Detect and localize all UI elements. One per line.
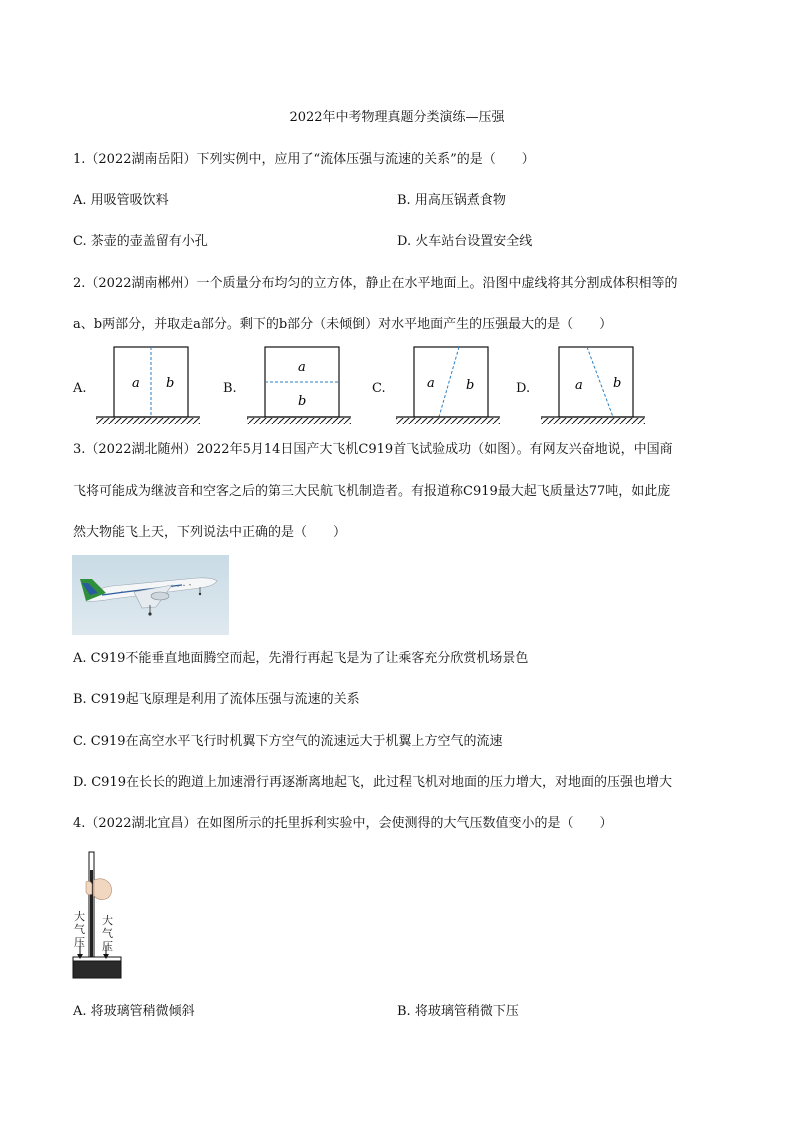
part-a-label: a [427, 376, 435, 391]
page-title: 2022年中考物理真题分类演练—压强 [289, 110, 505, 125]
q3-stem-line1: 3.（2022湖北随州）2022年5月14日国产大飞机C919首飞试验成功（如图）。有网友兴奋地说，中国商 [73, 442, 673, 457]
q1-stem: 1.（2022湖南岳阳）下列实例中，应用了“流体压强与流速的关系”的是（ ） [73, 152, 535, 167]
atmospheric-pressure-label-left: 大气压 [74, 910, 85, 949]
q2-option-c-label: C. [372, 381, 386, 396]
q4-stem: 4.（2022湖北宜昌）在如图所示的托里拆利实验中，会使测得的大气压数值变小的是（ ） [73, 816, 613, 831]
q2-figure-a [92, 345, 202, 427]
q3-option-b: B. C919起飞原理是利用了流体压强与流速的关系 [73, 692, 360, 707]
part-b-label: b [298, 394, 307, 409]
q1-option-d: D. 火车站台设置安全线 [397, 234, 533, 249]
q2-option-b-label: B. [223, 381, 237, 396]
q2-stem-line2: a、b两部分，并取走a部分。剩下的b部分（未倾倒）对水平地面产生的压强最大的是（ ） [73, 317, 613, 332]
part-a-label: a [575, 378, 583, 393]
torricelli-experiment-figure [70, 850, 130, 982]
q2-figure-d [537, 345, 647, 427]
q1-option-a: A. 用吸管吸饮料 [73, 193, 169, 208]
q4-option-a: A. 将玻璃管稍微倾斜 [73, 1004, 195, 1019]
part-b-label: b [613, 376, 622, 391]
atmospheric-pressure-label-right: 大气压 [102, 914, 113, 953]
q3-option-d: D. C919在长长的跑道上加速滑行再逐渐离地起飞，此过程飞机对地面的压力增大，对地面的压强也增大 [73, 775, 672, 790]
q2-figure-c [392, 345, 502, 427]
q3-stem-line2: 飞将可能成为继波音和空客之后的第三大民航飞机制造者。有报道称C919最大起飞质量达77吨，如此庞 [73, 484, 671, 499]
part-b-label: b [166, 376, 175, 391]
q2-stem-line1: 2.（2022湖南郴州）一个质量分布均匀的立方体，静止在水平地面上。沿图中虚线将其分割成体积相等的 [73, 276, 678, 291]
q4-option-b: B. 将玻璃管稍微下压 [397, 1004, 519, 1019]
q2-option-d-label: D. [516, 381, 531, 396]
part-a-label: a [132, 376, 140, 391]
q3-stem-line3: 然大物能飞上天，下列说法中正确的是（ ） [73, 525, 347, 540]
part-a-label: a [298, 360, 306, 375]
q3-option-c: C. C919在高空水平飞行时机翼下方空气的流速远大于机翼上方空气的流速 [73, 734, 503, 749]
c919-airplane-photo [72, 555, 229, 635]
part-b-label: b [466, 378, 475, 393]
q2-figure-b [243, 345, 353, 427]
q1-option-b: B. 用高压锅煮食物 [397, 193, 506, 208]
q3-option-a: A. C919不能垂直地面腾空而起，先滑行再起飞是为了让乘客充分欣赏机场景色 [73, 651, 529, 666]
q2-option-a-label: A. [73, 381, 87, 396]
q1-option-c: C. 茶壶的壶盖留有小孔 [73, 234, 208, 249]
